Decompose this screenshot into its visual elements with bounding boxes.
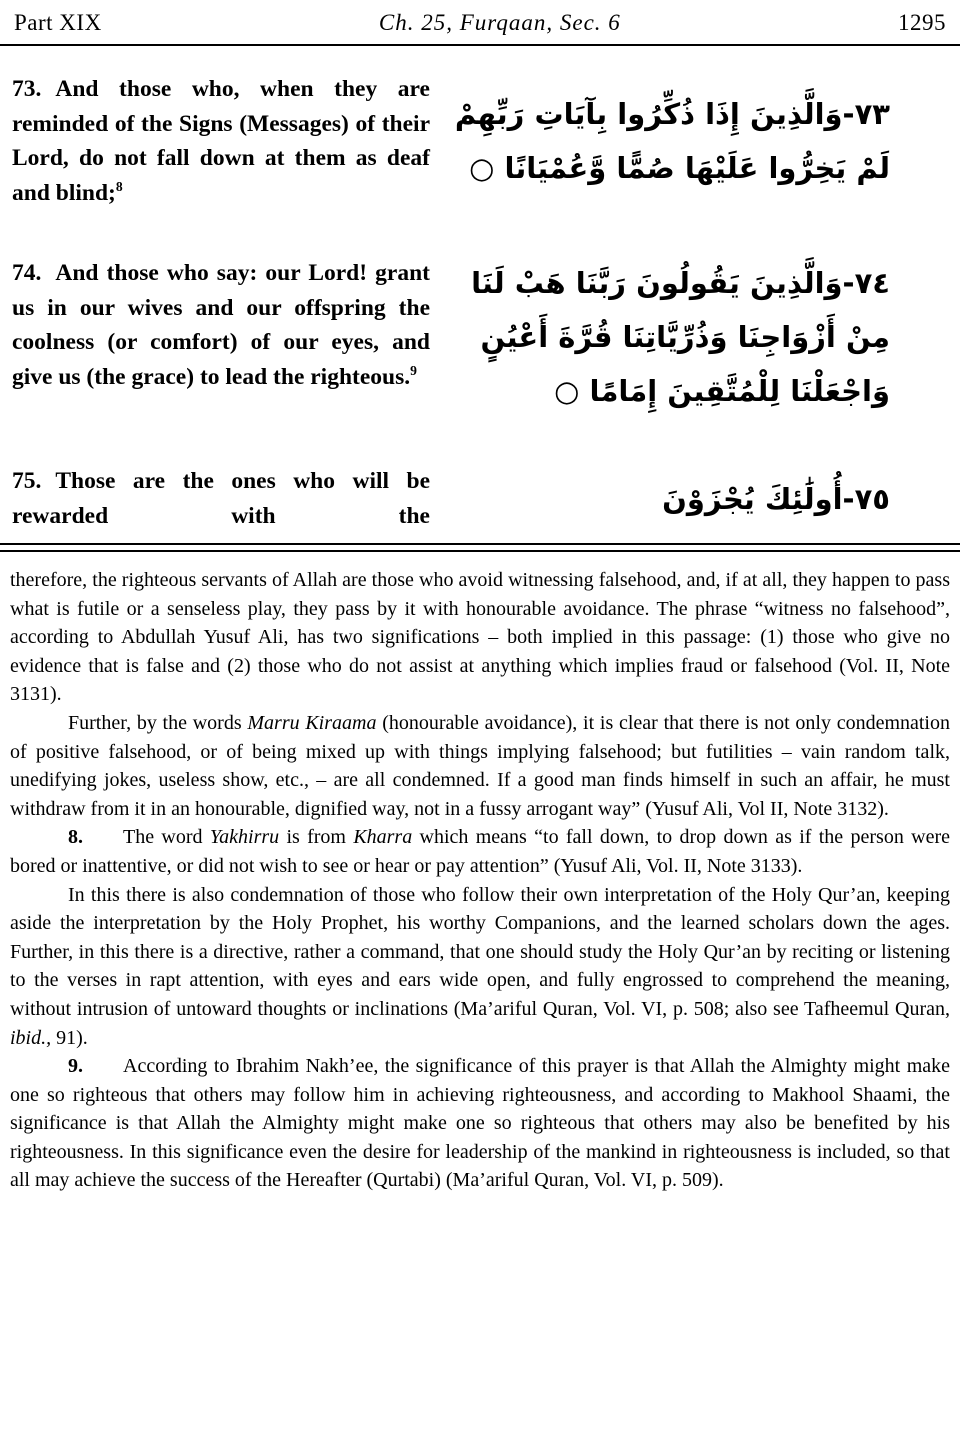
footnote-marker: 8 (115, 178, 123, 194)
verse-number: 74. (12, 260, 42, 286)
footnote-text: In this there is also condemnation of those who follow their own interpretation of the Holy Qur’an, keeping aside the interpretation by the Holy Prophet, his worthy Companions, and the learned scholars down the ages. Further, in this there is a directive, rather a command, that one should study the Holy Qur’an by reciting or listening to the verses in rapt attention, with eyes and ears wide open, and fully engrossed to comprehend the meaning, without intrusion of untoward thoughts or inclinations (Ma’ariful Quran, Vol. VI, p. 508; also see Tafheemul Quran, (10, 883, 950, 1020)
footnote-text: ibid., (10, 1026, 52, 1049)
footnote-text: The word (123, 826, 210, 849)
page-number: 1295 (898, 10, 946, 35)
footnote-text: is from (279, 826, 354, 849)
footnote-text: Yakhirru (209, 826, 280, 849)
verse-arabic: ٧٥-أُولَٰئِكَ يُجْزَوْنَ (662, 481, 890, 516)
verse-arabic: ٧٣-وَالَّذِينَ إِذَا ذُكِّرُوا بِآيَاتِ رَبِّهِمْ لَمْ يَخِرُّوا عَلَيْهَا صُمًّا وَّعُمْيَانًا ○ (454, 97, 890, 185)
footnote-text: Further, by the words (68, 711, 248, 734)
footnote-text: Kharra (353, 826, 413, 849)
verse-english (10, 256, 430, 418)
page-header (10, 6, 950, 44)
verse-number: 75. (12, 468, 42, 494)
footnote-paragraph (10, 1052, 950, 1195)
footnote-text: (honourable avoidance), it is clear that there is not only condemnation of positive falsehood, or of being mixed up with things implying falsehood; but futilities – vain random talk, unedifying jokes, useless show, etc., – are all condemned. If a good man finds himself in such an affair, he must withdraw from it in an honourable, dignified way, not in a fussy arrogant way” (Yusuf Ali, Vol II, Note 3132). (10, 711, 950, 820)
verse-text: And those who, when they are reminded of the Signs (Messages) of their Lord, do not fall down at them as deaf and blind; (12, 76, 430, 206)
footnote-number: 8. (68, 826, 83, 849)
footnote-text: According to Ibrahim Nakh’ee, the significance of this prayer is that Allah the Almighty might make one so righteous that others may follow him in achieving righteousness, and according to Makhool Shaami, the significance is that Allah the Almighty might make one so righteous that others may also be benefited by his righteousness. In this significance even the desire for leadership of the mankind in righteousness is included, so that all may achieve the success of the Hereafter (Qurtabi) (Ma’ariful Quran, Vol. VI, p. 509). (10, 1055, 950, 1192)
footnote-text: which means “to fall down, to drop down as if the person were bored or inattentive, or did not wish to see or hear or pay attention” (Yusuf Ali, Vol. II, Note 3133). (10, 826, 950, 877)
footnote-marker: 9 (410, 362, 417, 378)
part-label: Part XIX (14, 10, 102, 35)
footnote-text: therefore, the righteous servants of Allah are those who avoid witnessing falsehood, and, if at all, they happen to pass what is futile or a senseless play, they pass by it with honourable avoidance. The phrase “witness no falsehood”, according to Abdullah Yusuf Ali, has two significations – both implied in this passage: (1) those who give no evidence that is false and (2) those who do not assist at anything which implies fraud or falsehood (Vol. II, Note 3131). (10, 569, 950, 706)
footnote-paragraph (10, 709, 950, 823)
footnote-paragraph (10, 823, 950, 880)
verse-english (10, 72, 430, 210)
chapter-title: Ch. 25, Furqaan, Sec. 6 (378, 10, 621, 35)
verse-number: 73. (12, 76, 42, 102)
footnote-paragraph (10, 881, 950, 1053)
verses-section (10, 46, 950, 533)
footnote-paragraph (10, 566, 950, 709)
verse-text: And those who say: our Lord! grant us in our wives and our offspring the coolness (or comfort) of our eyes, and give us (the grace) to lead the righteous. (12, 260, 430, 390)
verse-row (10, 72, 950, 210)
verse-arabic: ٧٤-وَالَّذِينَ يَقُولُونَ رَبَّنَا هَبْ لَنَا مِنْ أَزْوَاجِنَا وَذُرِّيَّاتِنَا قُرَّةَ أَعْيُنٍ وَاجْعَلْنَا لِلْمُتَّقِينَ إِمَامًا ○ (471, 266, 890, 408)
footnote-text: 91). (51, 1026, 88, 1049)
verse-row (10, 256, 950, 418)
verse-text: Those are the ones who will be rewarded with the (12, 468, 430, 529)
verse-english (10, 464, 430, 533)
footnotes-section (10, 552, 950, 1195)
verse-row (10, 464, 950, 533)
footnote-text: Marru Kiraama (247, 711, 377, 734)
section-divider (0, 543, 960, 552)
footnote-number: 9. (68, 1055, 83, 1078)
